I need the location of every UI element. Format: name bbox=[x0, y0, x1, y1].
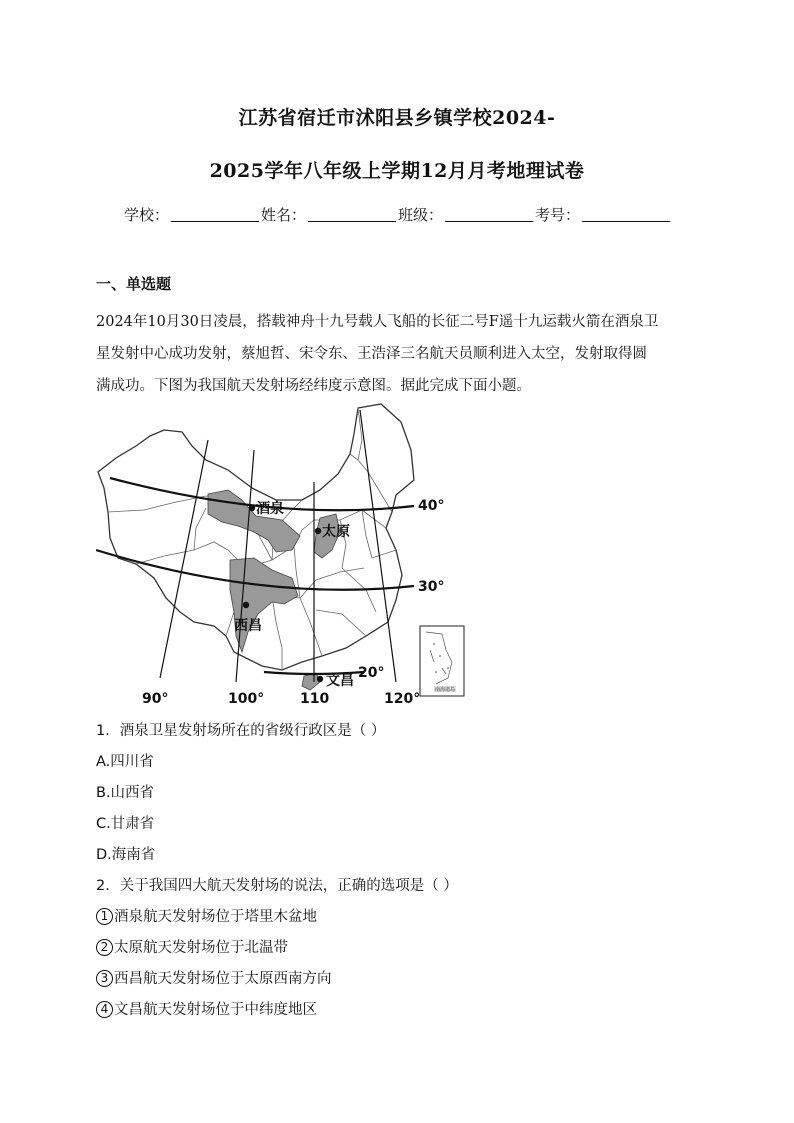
passage-line: 满成功。下图为我国航天发射场经纬度示意图。据此完成下面小题。 bbox=[96, 378, 531, 394]
school-blank[interactable] bbox=[171, 205, 259, 222]
xichang-marker bbox=[243, 602, 249, 608]
question-1-option-b[interactable]: B.山西省 bbox=[96, 785, 155, 801]
question-2-statement bbox=[96, 936, 288, 957]
exam-title-line2: 2025学年八年级上学期12月月考地理试卷 bbox=[209, 160, 585, 182]
taiyuan-label: 太原 bbox=[322, 524, 350, 540]
class-label: 班级： bbox=[398, 206, 444, 224]
statement-text: 太原航天发射场位于北温带 bbox=[114, 940, 288, 956]
longitude-90-label: 90° bbox=[142, 691, 169, 707]
south-china-sea-inset bbox=[420, 626, 464, 696]
school-label: 学校： bbox=[124, 206, 170, 224]
student-info-row bbox=[124, 204, 684, 225]
longitude-120-label: 120° bbox=[384, 691, 421, 707]
statement-text: 文昌航天发射场位于中纬度地区 bbox=[114, 1002, 317, 1018]
question-1-stem: 1．酒泉卫星发射场所在的省级行政区是（ ） bbox=[96, 723, 386, 739]
question-1-option-d[interactable]: D.海南省 bbox=[96, 847, 156, 863]
statement-number: 3 bbox=[96, 970, 113, 987]
statement-number: 1 bbox=[96, 908, 113, 925]
statement-text: 西昌航天发射场位于太原西南方向 bbox=[114, 971, 332, 987]
question-2-statement bbox=[96, 967, 332, 988]
latitude-40-label: 40° bbox=[418, 498, 445, 514]
section-title: 一、单选题 bbox=[96, 275, 172, 293]
name-blank[interactable] bbox=[308, 205, 396, 222]
latitude-30-label: 30° bbox=[418, 579, 445, 595]
statement-number: 2 bbox=[96, 939, 113, 956]
xichang-label: 西昌 bbox=[234, 618, 262, 634]
wenchang-label: 文昌 bbox=[326, 673, 354, 689]
question-2-stem: 2．关于我国四大航天发射场的说法，正确的选项是（ ） bbox=[96, 878, 458, 894]
question-2-statement bbox=[96, 998, 317, 1019]
question-1-option-c[interactable]: C.甘肃省 bbox=[96, 816, 155, 832]
longitude-100-label: 100° bbox=[228, 691, 265, 707]
china-launch-site-map bbox=[96, 400, 476, 710]
longitude-110-label: 110 bbox=[300, 691, 330, 707]
passage-line: 星发射中心成功发射，蔡旭哲、宋令东、王浩泽三名航天员顺利进入太空，发射取得圆 bbox=[96, 346, 647, 362]
question-1-option-a[interactable]: A.四川省 bbox=[96, 754, 154, 770]
inset-label: 南海诸岛 bbox=[435, 687, 456, 693]
wenchang-marker bbox=[317, 676, 323, 682]
taiyuan-marker bbox=[315, 528, 321, 534]
jiuquan-marker bbox=[249, 505, 255, 511]
name-label: 姓名： bbox=[261, 206, 307, 224]
class-blank[interactable] bbox=[445, 205, 533, 222]
statement-text: 酒泉航天发射场位于塔里木盆地 bbox=[114, 909, 317, 925]
hainan-province bbox=[302, 673, 320, 690]
statement-number: 4 bbox=[96, 1001, 113, 1018]
latitude-20-label: 20° bbox=[358, 665, 385, 681]
question-2-statement bbox=[96, 905, 317, 926]
exam-no-blank[interactable] bbox=[582, 205, 670, 222]
exam-title-line1: 江苏省宿迁市沭阳县乡镇学校2024- bbox=[238, 107, 556, 129]
exam-no-label: 考号： bbox=[535, 206, 581, 224]
passage-line: 2024年10月30日凌晨，搭载神舟十九号载人飞船的长征二号F遥十九运载火箭在酒泉卫 bbox=[96, 314, 659, 330]
jiuquan-label: 酒泉 bbox=[256, 501, 284, 517]
